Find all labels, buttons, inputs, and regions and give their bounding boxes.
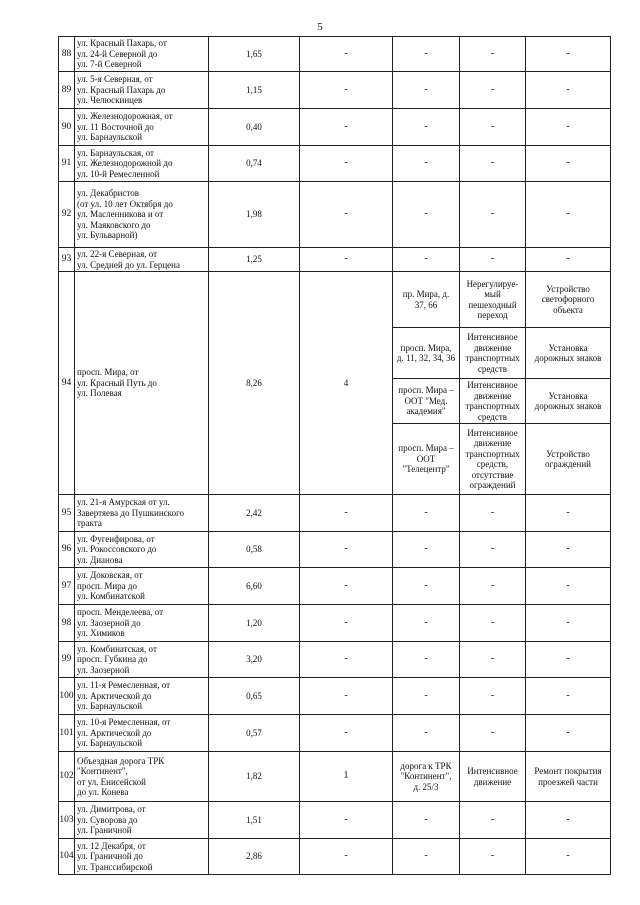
length-km: 1,82 <box>209 752 300 802</box>
row-number: 88 <box>59 37 75 72</box>
length-km: 0,74 <box>209 146 300 182</box>
planned-measure: - <box>526 642 611 678</box>
hazard-reason: - <box>460 37 526 72</box>
length-km: 2,42 <box>209 495 300 532</box>
row-number: 104 <box>59 839 75 875</box>
row-number: 95 <box>59 495 75 532</box>
length-km: 1,15 <box>209 72 300 109</box>
street-section: ул. Фугенфирова, от ул. Рокоссовского до ул. Дианова <box>75 532 209 568</box>
hazard-reason: - <box>460 109 526 146</box>
hazard-location: просп. Мира – ООТ "Мед. академия" <box>393 379 460 424</box>
planned-measure: - <box>526 72 611 109</box>
hazard-reason: - <box>460 72 526 109</box>
hazard-location: - <box>393 532 460 568</box>
length-km: 0,40 <box>209 109 300 146</box>
hazard-location: - <box>393 109 460 146</box>
table-row <box>59 495 611 532</box>
hazard-location: - <box>393 678 460 715</box>
row-number: 89 <box>59 72 75 109</box>
planned-measure: Установка дорожных знаков <box>526 328 611 379</box>
hazard-count: - <box>300 802 393 839</box>
table-row <box>59 802 611 839</box>
table-row <box>59 605 611 642</box>
row-number: 102 <box>59 752 75 802</box>
hazard-reason: - <box>460 642 526 678</box>
page-number: 5 <box>317 21 323 33</box>
hazard-location: - <box>393 715 460 752</box>
hazard-count: - <box>300 532 393 568</box>
length-km: 0,58 <box>209 532 300 568</box>
table-row <box>59 182 611 248</box>
street-section: ул. 10-я Ремесленная, от ул. Арктической до ул. Барнаульской <box>75 715 209 752</box>
planned-measure: - <box>526 532 611 568</box>
roads-table <box>58 36 611 875</box>
hazard-count: - <box>300 495 393 532</box>
hazard-location: - <box>393 182 460 248</box>
hazard-reason: - <box>460 568 526 605</box>
row-number: 90 <box>59 109 75 146</box>
planned-measure: - <box>526 839 611 875</box>
table-row <box>59 568 611 605</box>
street-section: ул. 5-я Северная, от ул. Красный Пахарь до ул. Челюскинцев <box>75 72 209 109</box>
hazard-location: - <box>393 839 460 875</box>
table-row <box>59 752 611 802</box>
hazard-reason: - <box>460 146 526 182</box>
row-number: 97 <box>59 568 75 605</box>
planned-measure: - <box>526 248 611 272</box>
length-km: 8,26 <box>209 272 300 495</box>
hazard-location: - <box>393 495 460 532</box>
hazard-reason: - <box>460 715 526 752</box>
hazard-count: - <box>300 839 393 875</box>
length-km: 2,86 <box>209 839 300 875</box>
planned-measure: - <box>526 802 611 839</box>
row-number: 103 <box>59 802 75 839</box>
hazard-reason: - <box>460 248 526 272</box>
row-number: 98 <box>59 605 75 642</box>
planned-measure: Установка дорожных знаков <box>526 379 611 424</box>
hazard-location: пр. Мира, д. 37, 66 <box>393 272 460 328</box>
hazard-count: - <box>300 678 393 715</box>
hazard-location: - <box>393 605 460 642</box>
street-section: ул. Железнодорожная, от ул. 11 Восточной до ул. Барнаульской <box>75 109 209 146</box>
hazard-location: просп. Мира – ООТ "Телецентр" <box>393 424 460 495</box>
hazard-reason: - <box>460 678 526 715</box>
table-row <box>59 642 611 678</box>
hazard-count: - <box>300 248 393 272</box>
row-number: 99 <box>59 642 75 678</box>
row-number: 91 <box>59 146 75 182</box>
hazard-reason: Нерегулируе- мый пешеходный переход <box>460 272 526 328</box>
street-section: ул. Комбинатская, от просп. Губкина до ул. Заозерной <box>75 642 209 678</box>
hazard-location: - <box>393 642 460 678</box>
planned-measure: Устройство светофорного объекта <box>526 272 611 328</box>
table-row <box>59 839 611 875</box>
hazard-reason: - <box>460 802 526 839</box>
planned-measure: - <box>526 37 611 72</box>
street-section: ул. 21-я Амурская от ул. Завертяева до Пушкинского тракта <box>75 495 209 532</box>
hazard-location: - <box>393 248 460 272</box>
length-km: 1,98 <box>209 182 300 248</box>
street-section: ул. Доковская, от просп. Мира до ул. Комбинатской <box>75 568 209 605</box>
hazard-location: - <box>393 568 460 605</box>
length-km: 1,20 <box>209 605 300 642</box>
street-section: ул. 11-я Ремесленная, от ул. Арктической до ул. Барнаульской <box>75 678 209 715</box>
hazard-count: - <box>300 605 393 642</box>
hazard-location: - <box>393 802 460 839</box>
street-section: ул. 12 Декабря, от ул. Граничной до ул. Транссибирской <box>75 839 209 875</box>
length-km: 0,57 <box>209 715 300 752</box>
hazard-location: - <box>393 37 460 72</box>
table-row <box>59 678 611 715</box>
table-row <box>59 715 611 752</box>
length-km: 0,65 <box>209 678 300 715</box>
length-km: 1,25 <box>209 248 300 272</box>
hazard-reason: - <box>460 605 526 642</box>
hazard-count: - <box>300 37 393 72</box>
hazard-location: просп. Мира, д. 11, 32, 34, 36 <box>393 328 460 379</box>
hazard-count: - <box>300 72 393 109</box>
hazard-location: дорога к ТРК "Континент", д. 25/3 <box>393 752 460 802</box>
hazard-reason: Интенсивное движение транспортных средств, отсутствие ограждений <box>460 424 526 495</box>
hazard-reason: - <box>460 495 526 532</box>
table-row <box>59 248 611 272</box>
hazard-reason: - <box>460 182 526 248</box>
hazard-reason: Интенсивное движение транспортных средств <box>460 379 526 424</box>
hazard-reason: Интенсивное движение <box>460 752 526 802</box>
hazard-location: - <box>393 146 460 182</box>
street-section: просп. Мира, от ул. Красный Путь до ул. Полевая <box>75 272 209 495</box>
street-section: ул. Барнаульская, от ул. Железнодорожной до ул. 10-й Ремесленной <box>75 146 209 182</box>
planned-measure: - <box>526 678 611 715</box>
street-section: ул. Красный Пахарь, от ул. 24-й Северной до ул. 7-й Северной <box>75 37 209 72</box>
planned-measure: - <box>526 182 611 248</box>
hazard-count: 1 <box>300 752 393 802</box>
street-section: ул. Димитрова, от ул. Суворова до ул. Граничной <box>75 802 209 839</box>
length-km: 3,20 <box>209 642 300 678</box>
hazard-count: - <box>300 568 393 605</box>
hazard-count: - <box>300 109 393 146</box>
street-section: ул. 22-я Северная, от ул. Средней до ул. Герцена <box>75 248 209 272</box>
table-row <box>59 146 611 182</box>
planned-measure: Ремонт покрытия проезжей части <box>526 752 611 802</box>
hazard-count: - <box>300 146 393 182</box>
length-km: 6,60 <box>209 568 300 605</box>
hazard-reason: - <box>460 532 526 568</box>
street-section: ул. Декабристов (от ул. 10 лет Октября до ул. Масленникова и от ул. Маяковского до ул. Бульварной) <box>75 182 209 248</box>
planned-measure: Устройство ограждений <box>526 424 611 495</box>
row-number: 93 <box>59 248 75 272</box>
length-km: 1,51 <box>209 802 300 839</box>
hazard-count: - <box>300 715 393 752</box>
hazard-reason: Интенсивное движение транспортных средств <box>460 328 526 379</box>
planned-measure: - <box>526 495 611 532</box>
hazard-location: - <box>393 72 460 109</box>
street-section: Объездная дорога ТРК "Континент", от ул. Енисейской до ул. Конева <box>75 752 209 802</box>
row-number: 94 <box>59 272 75 495</box>
row-number: 92 <box>59 182 75 248</box>
planned-measure: - <box>526 109 611 146</box>
hazard-count: 4 <box>300 272 393 495</box>
planned-measure: - <box>526 605 611 642</box>
row-number: 101 <box>59 715 75 752</box>
row-number: 100 <box>59 678 75 715</box>
street-section: просп. Менделеева, от ул. Заозерной до ул. Химиков <box>75 605 209 642</box>
table-row <box>59 532 611 568</box>
table-row <box>59 272 611 328</box>
planned-measure: - <box>526 146 611 182</box>
row-number: 96 <box>59 532 75 568</box>
planned-measure: - <box>526 568 611 605</box>
hazard-reason: - <box>460 839 526 875</box>
table-row <box>59 109 611 146</box>
table-row <box>59 72 611 109</box>
table-row <box>59 37 611 72</box>
hazard-count: - <box>300 182 393 248</box>
planned-measure: - <box>526 715 611 752</box>
length-km: 1,65 <box>209 37 300 72</box>
hazard-count: - <box>300 642 393 678</box>
